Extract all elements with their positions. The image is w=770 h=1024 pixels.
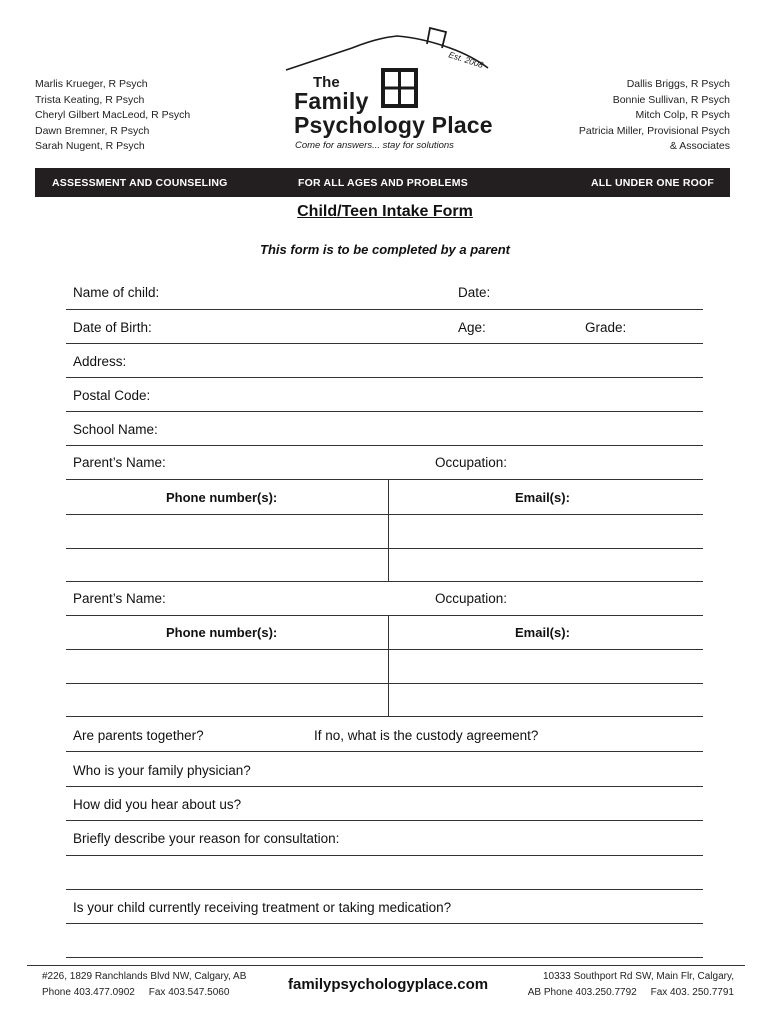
staff-name: Patricia Miller, Provisional Psych [578, 124, 730, 137]
physician-label: Who is your family physician? [73, 763, 251, 778]
footer-address-line: #226, 1829 Ranchlands Blvd NW, Calgary, AB [42, 971, 247, 982]
table-row[interactable] [66, 649, 703, 650]
table-divider [388, 479, 389, 581]
reason-field[interactable] [66, 889, 703, 890]
parents-together-field[interactable] [66, 751, 703, 752]
staff-list-right [579, 77, 730, 155]
table-row[interactable] [66, 548, 703, 549]
table-divider [388, 615, 389, 716]
school-name-field[interactable] [66, 445, 703, 446]
name-of-child-label: Name of child: [73, 285, 160, 300]
address-field[interactable] [66, 377, 703, 378]
phone-header: Phone number(s): [166, 625, 278, 640]
est-label: Est. 2008 [447, 49, 485, 71]
custody-label: If no, what is the custody agreement? [314, 728, 539, 743]
occupation-label: Occupation: [435, 591, 508, 606]
hear-about-label: How did you hear about us? [73, 797, 242, 812]
staff-name: Marlis Krueger, R Psych [35, 78, 148, 90]
footer-address-line: 10333 Southport Rd SW, Main Flr, Calgary, [542, 971, 734, 982]
table-row[interactable] [66, 716, 703, 717]
address-label: Address: [73, 354, 127, 369]
parent-name-label: Parent’s Name: [73, 455, 166, 470]
footer-address-right [528, 969, 734, 1001]
parent-name-field[interactable] [66, 615, 703, 616]
treatment-field[interactable] [66, 923, 703, 924]
form-title: Child/Teen Intake Form [297, 203, 473, 220]
postal-code-field[interactable] [66, 411, 703, 412]
banner-left: ASSESSMENT AND COUNSELING [52, 177, 228, 189]
footer-address-left [42, 969, 246, 1001]
website-link[interactable]: familypsychologyplace.com [288, 976, 489, 993]
school-name-label: School Name: [73, 422, 158, 437]
treatment-field[interactable] [66, 957, 703, 958]
treatment-label: Is your child currently receiving treatment or taking medication? [73, 900, 452, 915]
banner [35, 168, 730, 197]
staff-name: Dallis Briggs, R Psych [626, 78, 730, 90]
grade-label: Grade: [585, 320, 627, 335]
occupation-label: Occupation: [435, 455, 508, 470]
staff-name: Trista Keating, R Psych [35, 93, 145, 106]
email-header: Email(s): [515, 490, 570, 505]
staff-name: Dawn Bremner, R Psych [35, 124, 150, 137]
staff-name: Bonnie Sullivan, R Psych [612, 93, 730, 106]
physician-field[interactable] [66, 786, 703, 787]
staff-name: Sarah Nugent, R Psych [35, 140, 145, 152]
parent-name-label: Parent’s Name: [73, 591, 166, 606]
parent-name-field[interactable] [66, 479, 703, 480]
logo-tagline: Come for answers... stay for solutions [295, 140, 454, 151]
postal-code-label: Postal Code: [73, 388, 151, 403]
parents-together-label: Are parents together? [73, 728, 204, 743]
date-of-birth-label: Date of Birth: [73, 320, 152, 335]
staff-name: Mitch Colp, R Psych [635, 109, 730, 121]
date-label: Date: [458, 285, 491, 300]
staff-name: & Associates [669, 140, 730, 152]
reason-label: Briefly describe your reason for consultation: [73, 831, 340, 846]
staff-list-left [35, 77, 190, 155]
phone-header: Phone number(s): [166, 490, 278, 505]
footer-divider [27, 965, 745, 966]
table-row[interactable] [66, 514, 703, 515]
table-row[interactable] [66, 683, 703, 684]
email-header: Email(s): [515, 625, 570, 640]
age-label: Age: [458, 320, 486, 335]
logo-family: Family [294, 88, 369, 114]
table-row[interactable] [66, 581, 703, 582]
staff-name: Cheryl Gilbert MacLeod, R Psych [35, 109, 191, 121]
logo-the: The [313, 74, 340, 91]
reason-field[interactable] [66, 855, 703, 856]
banner-center: FOR ALL AGES AND PROBLEMS [298, 177, 468, 189]
footer-phone-line: Phone 403.477.0902 Fax 403.547.5060 [42, 987, 230, 998]
name-of-child-field[interactable] [66, 309, 703, 310]
banner-right: ALL UNDER ONE ROOF [591, 177, 714, 189]
window-icon [383, 70, 416, 106]
logo-psychology-place: Psychology Place [294, 112, 493, 138]
form-subtitle: This form is to be completed by a parent [260, 242, 510, 257]
footer-phone-line: AB Phone 403.250.7792 Fax 403. 250.7791 [527, 987, 734, 998]
date-of-birth-field[interactable] [66, 343, 703, 344]
hear-about-field[interactable] [66, 820, 703, 821]
